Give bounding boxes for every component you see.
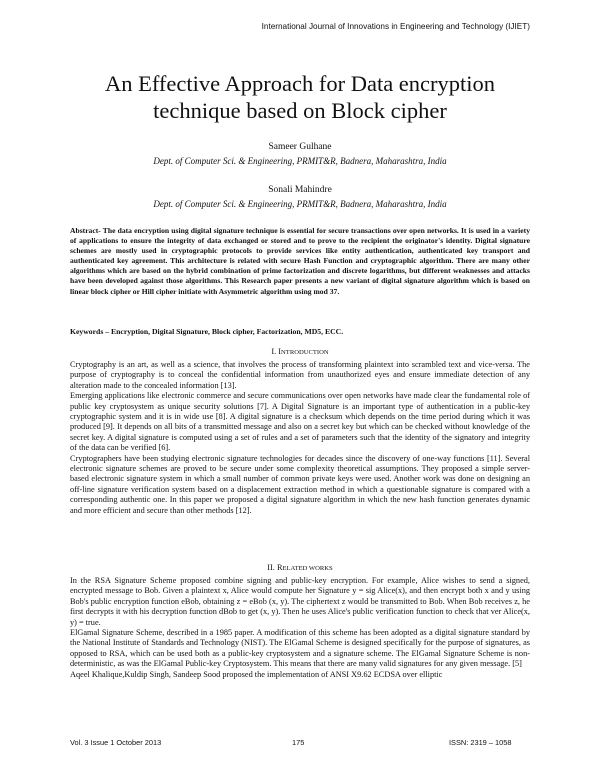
paragraph: In the RSA Signature Scheme proposed combine signing and public-key encryption. For example, Alice wishes to send a signed, encrypted message to Bob. Given a plaintext x, Alice would compute her Signature y = sig Alice(x), and then encrypt both x and y using Bob's public encryption function eBob, obtaining z = eBob (x, y). The ciphertext z would be transmitted to Bob. When Bob receives z, he first decrypts it with his decryption function dBob to get (x, y). Then he uses Alice's public verification function to check that ver Alice(x, y) = true. [70, 576, 530, 627]
section-heading-related-works [0, 563, 600, 572]
author-affiliation-1: Dept. of Computer Sci. & Engineering, PRMIT&R, Badnera, Maharashtra, India [153, 156, 447, 166]
paragraph: Emerging applications like electronic commerce and secure communications over open networks have made clear the fundamental role of public key cryptosystem as unique security solutions [7]. A Digital Signature is an important type of authentication in a public-key cryptographic system and it is in wide use [8]. A digital signature is a checksum which depends on the time period during which it was produced [9]. It depends on all bits of a transmitted message and also on a secret key but which can be checked without knowledge of the secret key. A digital signature is computed using a set of rules and a set of parameters such that the identity of the signatory and integrity of the data can be verified [6]. [70, 391, 530, 453]
author-name-2: Sonali Mahindre [268, 185, 332, 195]
abstract: Abstract- The data encryption using digital signature technique is essential for secure transactions over open networks. It is used in a variety of applications to ensure the integrity of data exchanged or stored and to prove to the recipient the originator's identity. Digital signature schemes are mostly used in cryptographic protocols to provide services like entity authentication, authenticated key transport and authenticated key agreement. This architecture is related with secure Hash Function and cryptographic algorithm. There are many other algorithms which are based on the hybrid combination of prime factorization and discrete logarithms, but different weaknesses and attacks have been developed against those algorithms. This Research paper presents a new variant of digital signature algorithm which is based on linear block cipher or Hill cipher initiate with Asymmetric algorithm using mod 37. [70, 226, 530, 296]
paragraph: Cryptography is an art, as well as a science, that involves the process of transforming plaintext into scrambled text and vice-versa. The purpose of cryptography is to conceal the confidential information from unauthorized eyes and ensure immediate detection of any alteration made to the concealed information [13]. [70, 360, 530, 390]
paragraph: Aqeel Khalique,Kuldip Singh, Sandeep Sood proposed the implementation of ANSI X9.62 ECDSA over elliptic [70, 669, 443, 679]
section-heading-text: NTRODUCTION [281, 349, 329, 356]
title-line-1: An Effective Approach for Data encryption [104, 71, 496, 96]
title-line-2: technique based on Block cipher [153, 98, 447, 123]
introduction-body [70, 360, 530, 516]
journal-header: International Journal of Innovations in Engineering and Technology (IJIET) [261, 22, 530, 31]
footer-volume: Vol. 3 Issue 1 October 2013 [70, 738, 162, 747]
paragraph: ElGamal Signature Scheme, described in a 1985 paper. A modification of this scheme has been adopted as a digital signature standard by the National Institute of Standards and Technology (NIST). The ElGamal Scheme is designed specifically for the purpose of signatures, as opposed to RSA, which can be used both as a public-key cryptosystem and a signature scheme. The ElGamal Signature Scheme is non-deterministic, as was the ElGamal Public-key Cryptosystem. This means that there are many valid signatures for any given message. [5] [70, 628, 530, 669]
section-heading-number: II. R [267, 563, 283, 572]
section-heading-introduction [0, 347, 600, 356]
related-works-body [70, 576, 530, 680]
author-affiliation-2: Dept. of Computer Sci. & Engineering, PRMIT&R, Badnera, Maharashtra, India [153, 199, 447, 209]
paragraph: Cryptographers have been studying electronic signature technologies for decades since the discovery of one-way functions [11]. Several electronic signature schemes are proved to be secure under some complexity theoretical assumptions. They proposed a simple server-based electronic signature system in which a small number of common private keys were used. Another work was done on designing an off-line signature verification system based on a displacement extraction method in which a questionable signature is compared with a corresponding authentic one. In this paper we proposed a digital signature algorithm in which the new hash function generates dynamic and more efficient and secure than other methods [12]. [70, 453, 530, 515]
author-name-1: Sameer Gulhane [268, 142, 332, 152]
keywords: Keywords – Encryption, Digital Signature, Block cipher, Factorization, MD5, ECC. [70, 327, 344, 336]
footer-issn: ISSN: 2319 – 1058 [449, 738, 512, 747]
footer-page-number: 175 [292, 738, 305, 747]
section-heading-text: ELATED WORKS [282, 565, 333, 572]
paper-title [0, 70, 600, 124]
section-heading-number: I. I [271, 347, 282, 356]
